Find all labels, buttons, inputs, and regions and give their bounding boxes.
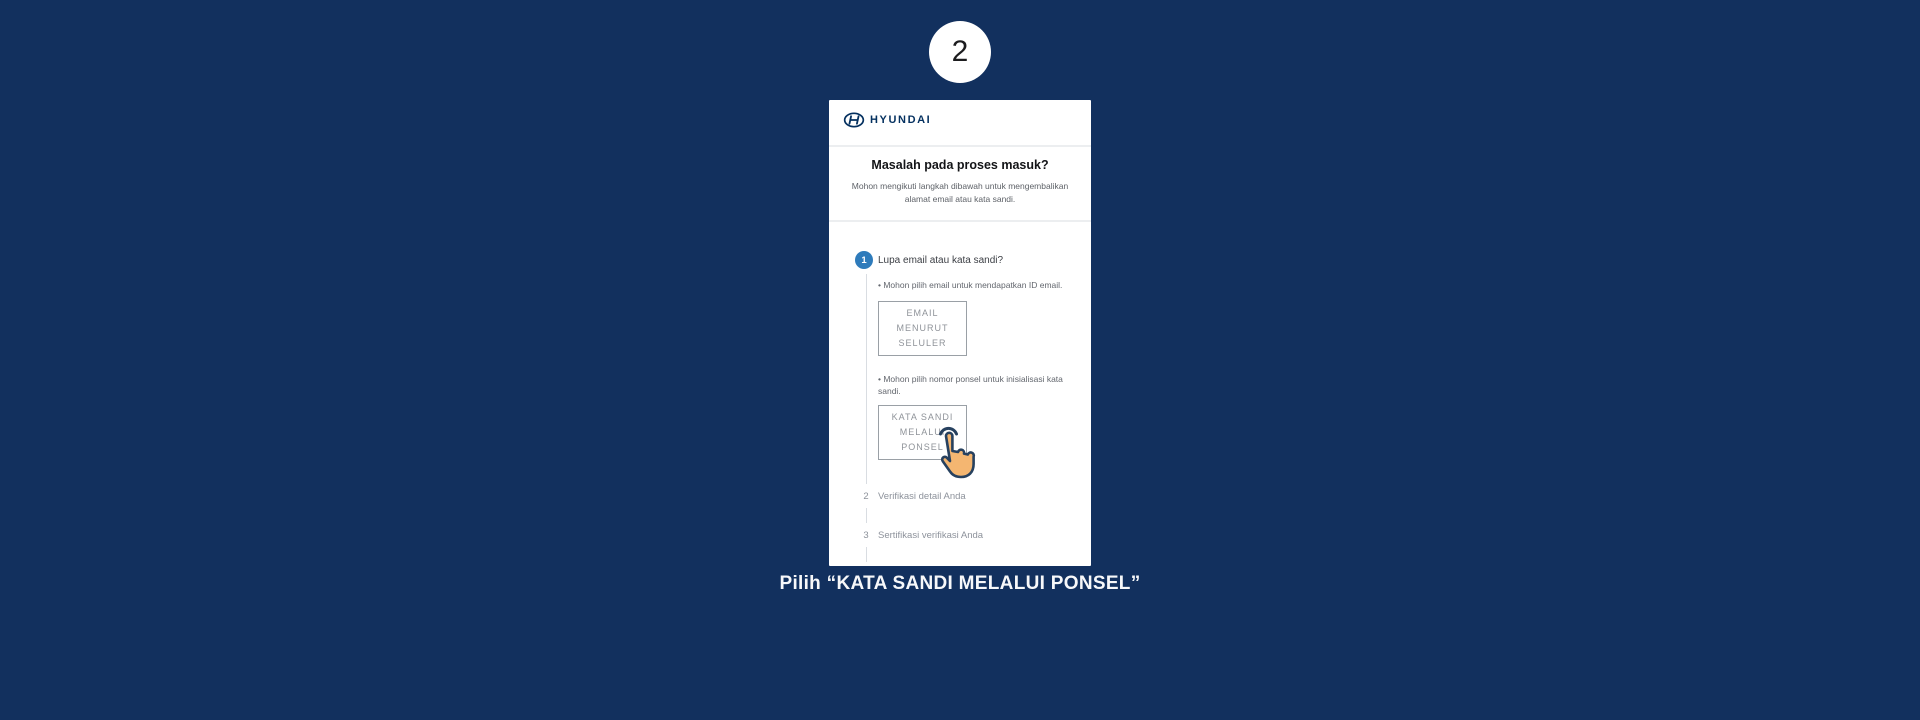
timeline-connector (866, 508, 867, 523)
password-button-line: MELALUI (899, 427, 946, 438)
step3-number: 3 (863, 530, 869, 541)
step1-number: 1 (861, 254, 867, 266)
hyundai-logo-icon (843, 112, 865, 128)
intro-divider (829, 220, 1091, 222)
step-number-badge (929, 21, 991, 83)
password-button-line: KATA SANDI (891, 412, 954, 423)
tap-hand-icon (930, 421, 978, 479)
step2-label: Verifikasi detail Anda (878, 491, 966, 502)
password-button-line: PONSEL (901, 441, 944, 452)
email-button-line: SELULER (898, 337, 947, 348)
timeline-connector (866, 547, 867, 562)
hyundai-logo (843, 112, 931, 128)
email-button-line: EMAIL (906, 308, 939, 319)
hyundai-wordmark: HYUNDAI (870, 114, 932, 126)
step1-indicator (855, 251, 873, 269)
instruction-caption: Pilih “KATA SANDI MELALUI PONSEL” (779, 573, 1141, 594)
page-subtitle: Mohon mengikuti langkah dibawah untuk mengembalikan alamat email atau kata sandi. (851, 181, 1069, 204)
bullet-email-instruction: • Mohon pilih email untuk mendapatkan ID email. (878, 280, 1063, 290)
header-divider (829, 145, 1091, 147)
page-title: Masalah pada proses masuk? (871, 158, 1049, 172)
app-screenshot-card (829, 100, 1091, 566)
step1-label: Lupa email atau kata sandi? (878, 255, 1004, 266)
step2-number: 2 (863, 491, 869, 502)
timeline-connector (866, 274, 867, 484)
step3-label: Sertifikasi verifikasi Anda (878, 530, 984, 541)
step-number-text: 2 (951, 35, 969, 68)
email-button-line: MENURUT (896, 323, 949, 334)
email-via-mobile-button[interactable] (878, 301, 967, 356)
bullet-password-instruction: • Mohon pilih nomor ponsel untuk inisialisasi kata sandi. (878, 374, 1063, 396)
